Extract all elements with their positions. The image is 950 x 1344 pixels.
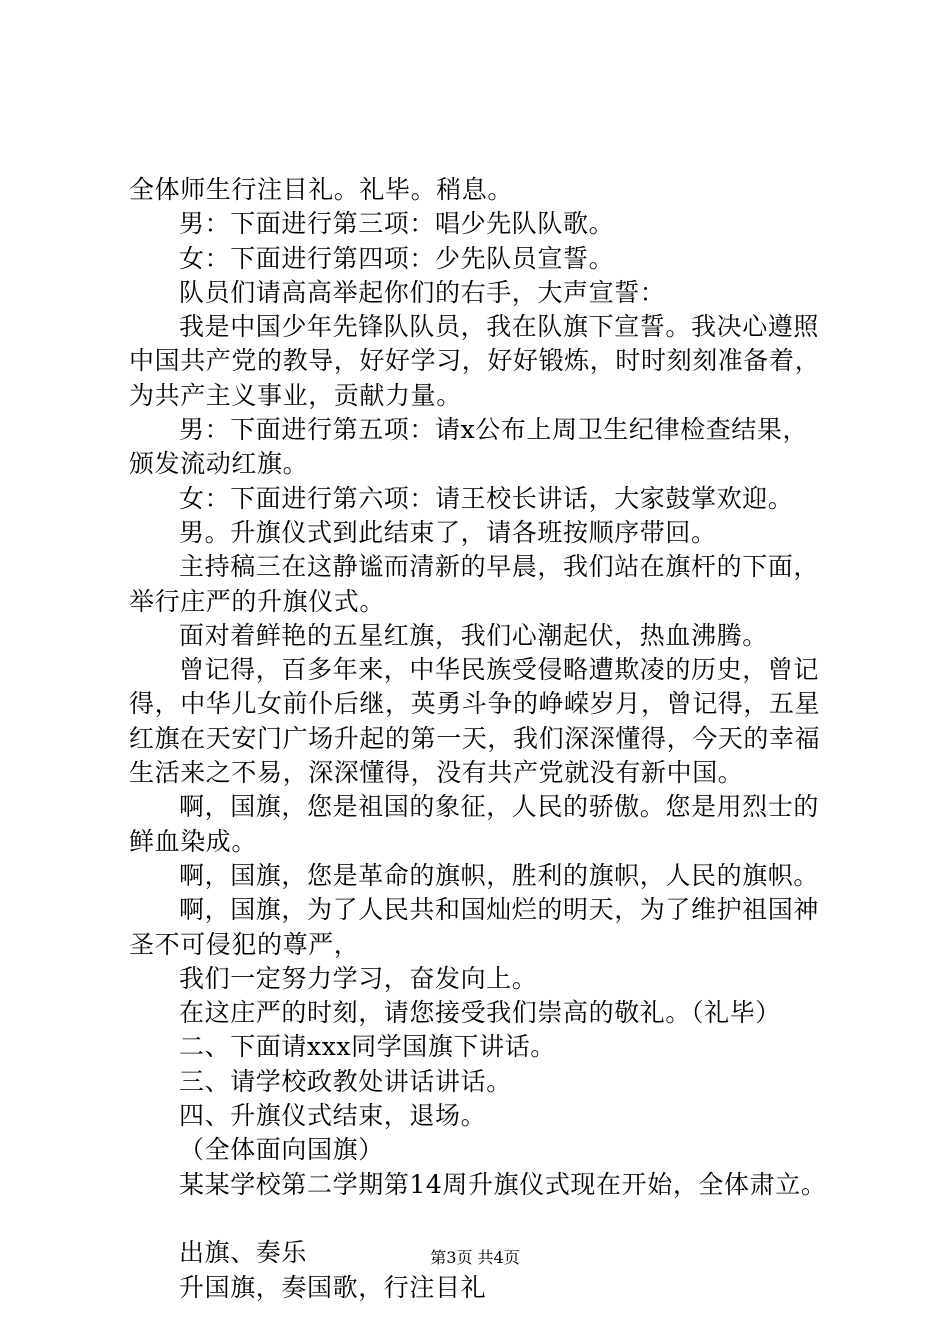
paragraph: 我是中国少年先锋队队员，我在队旗下宣誓。我决心遵照中国共产党的教导，好好学习，好好锻炼，时时刻刻准备着，为共产主义事业，贡献力量。 [129, 312, 821, 410]
paragraph: 升国旗，奏国歌，行注目礼 [179, 1272, 487, 1302]
paragraph: 男。升旗仪式到此结束了，请各班按顺序带回。 [179, 517, 717, 547]
paragraph: （全体面向国旗） [179, 1135, 384, 1165]
paragraph: 男：下面进行第三项：唱少先队队歌。 [179, 209, 615, 239]
paragraph: 女：下面进行第六项：请王校长讲话，大家鼓掌欢迎。 [179, 483, 794, 513]
paragraph: 我们一定努力学习，奋发向上。 [179, 963, 538, 993]
paragraph: 出旗、奏乐 [179, 1238, 308, 1268]
paragraph: 队员们请高高举起你们的右手，大声宣誓： [179, 277, 666, 307]
paragraph: 啊，国旗，您是祖国的象征，人民的骄傲。您是用烈士的鲜血染成。 [129, 792, 820, 856]
paragraph: 三、请学校政教处讲话讲话。 [179, 1066, 512, 1096]
page-number-footer: 第3页 共4页 [430, 1248, 520, 1267]
paragraph: 某某学校第二学期第14周升旗仪式现在开始，全体肃立。 [179, 1169, 827, 1199]
paragraph: 女：下面进行第四项：少先队员宣誓。 [179, 243, 615, 273]
paragraph: 在这庄严的时刻，请您接受我们崇高的敬礼。（礼毕） [179, 998, 781, 1028]
paragraph: 啊，国旗，您是革命的旗帜，胜利的旗帜，人民的旗帜。 [179, 860, 820, 890]
paragraph: 男：下面进行第五项：请x公布上周卫生纪律检查结果，颁发流动红旗。 [129, 415, 809, 479]
paragraph: 面对着鲜艳的五星红旗，我们心潮起伏，热血沸腾。 [179, 620, 768, 650]
paragraph: 主持稿三在这静谧而清新的早晨，我们站在旗杆的下面，举行庄严的升旗仪式。 [129, 552, 820, 616]
paragraph: 曾记得，百多年来，中华民族受侵略遭欺凌的历史，曾记得，中华儿女前仆后继，英勇斗争的峥嵘岁月，曾记得，五星红旗在天安门广场升起的第一天，我们深深懂得，今天的幸福生活来之不易，深深懂得，没有共产党就没有新中国。 [129, 655, 821, 788]
document-body [129, 173, 829, 1305]
paragraph: 全体师生行注目礼。礼毕。稍息。 [129, 175, 514, 204]
paragraph: 啊，国旗，为了人民共和国灿烂的明天，为了维护祖国神圣不可侵犯的尊严， [129, 895, 820, 959]
blank-line [129, 1202, 829, 1236]
paragraph: 四、升旗仪式结束，退场。 [179, 1101, 487, 1131]
paragraph: 二、下面请xxx同学国旗下讲话。 [179, 1032, 556, 1062]
